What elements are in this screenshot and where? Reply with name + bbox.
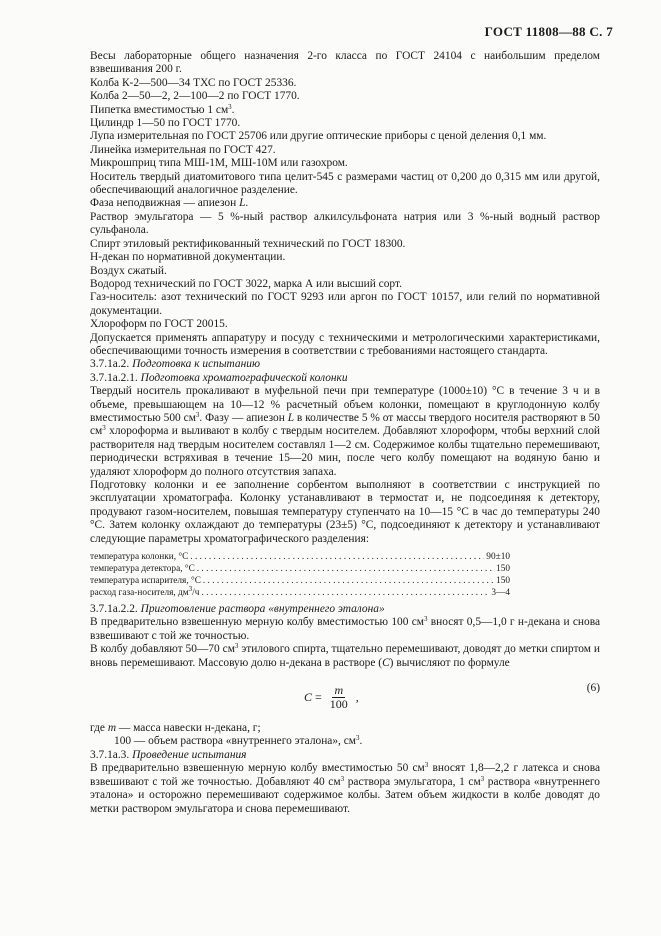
text-fragment: L [239,197,246,210]
text-fragment: — масса навески н-декана, г; [116,722,261,735]
text-fragment: раствора эмульгатора, 1 см [344,775,481,788]
section-heading [90,603,600,616]
section-title: Проведение испытания [132,748,247,761]
where-line [90,735,600,748]
formula-equals: = [312,689,325,704]
text-fragment: Пипетка вместимостью 1 см [90,103,229,116]
superscript: 3 [423,615,428,624]
section-heading [90,372,600,385]
page-header: ГОСТ 11808—88 С. 7 [484,24,613,39]
text-fragment: В предварительно взвешенную мерную колбу вместимостью 50 см [90,762,425,775]
text-fragment: вносят 1,8—2,2 г латекса и снова взвешивают с той же точностью. Добавляют 40 см [90,762,601,788]
section-title: Приготовление раствора «внутреннего эталона» [140,603,385,616]
formula-numerator: m [334,683,344,698]
parameter-row [90,575,510,587]
leader-dots [201,587,489,599]
paragraph [90,616,600,643]
text-line: Линейка измерительная по ГОСТ 427. [90,143,276,156]
formula-fraction [328,684,350,711]
formula-block [90,676,600,720]
superscript: 3 [340,774,345,783]
parameters-list [90,551,600,599]
superscript: 3 [188,585,193,594]
text-fragment: раствора «внутреннего эталона» и осторожно перемешивают содержимое колбы. Затем объем жидкости в колбе доводят до метки раствором эмульгатора и снова перемешивают. [90,775,600,815]
text-line: Лупа измерительная по ГОСТ 25706 или другие оптические приборы с ценой деления 0,1 мм. [90,130,547,143]
text-line: Водород технический по ГОСТ 3022, марка А или высший сорт. [90,277,402,290]
formula [304,684,359,711]
formula-lhs: C [304,689,313,704]
text-line: Раствор эмульгатора — 5 %-ный раствор алкилсульфоната натрия или 3 %-ный водный раствор сульфанола. [90,210,600,237]
text-fragment: этилового спирта, тщательно перемешивают, доводят до метки спиртом и вновь перемешивают. Массовую долю н-декана в растворе ( [90,643,601,669]
superscript: 3 [356,734,360,743]
text-line: Хлороформ по ГОСТ 20015. [90,318,228,331]
text-line: Носитель твердый диатомитового типа целит-545 с размерами частиц от 0,200 до 0,315 мм или другой, обеспечивающий аналогичное разделение. [90,170,600,197]
parameter-value: 3—4 [491,588,510,599]
formula-number: (6) [586,682,600,695]
parameter-label [90,587,199,599]
text-line: Воздух сжатый. [90,264,167,277]
superscript: 3 [424,761,429,770]
parameter-label: температура детектора, °С [90,564,195,575]
text-fragment: хлороформа и выливают в колбу с твердым носителем. Добавляют хлороформ, чтобы верхний слой растворителя над твердым носителем составлял 1—2 см. Содержимое колбы тщательно перемешивают, периодически встряхивая в течение 15—20 мин, после чего колбу помещают на водяную баню и удаляют хлороформ до полного отсутствия запаха. [90,425,600,478]
text-fragment: . [359,735,363,748]
text-fragment: . [245,197,249,210]
formula-comma: , [352,689,359,704]
text-fragment: В колбу добавляют 50—70 см [90,643,235,656]
parameter-value: 90±10 [486,552,510,563]
parameter-label: температура колонки, °С [90,552,189,563]
text-fragment: В предварительно взвешенную мерную колбу вместимостью 100 см [90,616,424,629]
text-fragment: расход газа-носителя, дм [90,588,189,599]
text-fragment: ) вычисляют по формуле [389,656,510,669]
superscript: 3 [228,102,232,111]
text-fragment: вносят 0,5—1,0 г н-декана и снова взвешивают с той же точностью. [90,616,601,642]
text-line: Весы лабораторные общего назначения 2-го класса по ГОСТ 24104 с наибольшим пределом взвешивания 200 г. [90,50,600,76]
text-fragment: /ч [192,588,200,599]
leader-dots [203,575,494,587]
parameter-row [90,563,510,575]
text-fragment: m [107,722,117,735]
paragraph: Подготовку колонки и ее заполнение сорбентом выполняют в соответствии с инструкцией по эксплуатации хроматографа. Колонку устанавливают в термостат и, не подсоединяя к детектору, продувают газом-носителем, повышая температуру ступенчато на 10—15 °С в час до температуры 240 °С. Затем колонку охлаждают до температуры (23±5) °С, подсоединяют к детектору и устанавливают следующие параметры хроматографического разделения: [90,479,600,545]
text-line [90,104,600,117]
text-line: Колба К-2—500—34 ТХС по ГОСТ 25336. [90,76,297,89]
text-fragment: 100 — объем раствора «внутреннего эталона», см [114,735,357,748]
superscript: 3 [480,774,485,783]
section-number: 3.7.1а.2.1. [90,371,141,384]
text-line: Газ-носитель: азот технический по ГОСТ 9293 или аргон по ГОСТ 10157, или гелий по нормативной документации. [90,291,600,317]
section-title: Подготовка хроматографической колонки [140,371,348,384]
paragraph [90,385,600,479]
formula-denominator: 100 [329,697,348,712]
superscript: 3 [195,410,200,419]
section-heading [90,749,600,762]
text-line: Микрошприц типа МШ-1М, МШ-10М или газохром. [90,157,348,170]
parameter-label: температура испарителя, °С [90,576,201,587]
superscript: 3 [102,424,106,433]
superscript: 3 [234,642,239,651]
text-fragment: Фаза неподвижная — апиезон [90,197,240,210]
document-body [90,50,600,816]
text-line [90,197,600,210]
text-fragment: в количестве 5 % от массы твердого носителя растворяют в 50 см [90,411,600,438]
text-line: Цилиндр 1—50 по ГОСТ 1770. [90,117,241,130]
text-fragment: Твердый носитель прокаливают в муфельной печи при температуре (1000±10) °С в течение 3 ч и в объеме, превышающем на 10—12 % расчетный объем колонки, помещают в круглодонную колбу вместимостью 500 см [90,385,600,424]
where-line [90,722,600,735]
text-fragment: С [382,656,390,669]
leader-dots [197,563,494,575]
leader-dots [190,551,484,563]
text-fragment: L [287,411,295,424]
parameter-value: 150 [496,564,510,575]
text-line: Допускается применять аппаратуру и посуду с техническими и метрологическими характеристиками, обеспечивающими точность измерения в соответствии с требованиями настоящего стандарта. [90,331,600,357]
text-fragment: . [231,103,235,116]
section-number: 3.7.1а.2.2. [90,603,141,616]
paragraph [90,762,600,816]
parameter-row [90,551,510,563]
section-number: 3.7.1а.3. [90,748,133,761]
text-fragment: . Фазу — апиезон [199,411,288,424]
paragraph [90,643,600,670]
section-number: 3.7.1а.2. [90,358,133,371]
section-title: Подготовка к испытанию [132,358,260,371]
section-heading [90,358,600,371]
text-fragment: где [90,722,108,735]
text-line: Спирт этиловый ректификованный технический по ГОСТ 18300. [90,237,406,250]
parameter-row [90,587,510,599]
text-line: Н-декан по нормативной документации. [90,251,286,264]
text-line: Колба 2—50—2, 2—100—2 по ГОСТ 1770. [90,90,300,103]
parameter-value: 150 [496,576,510,587]
